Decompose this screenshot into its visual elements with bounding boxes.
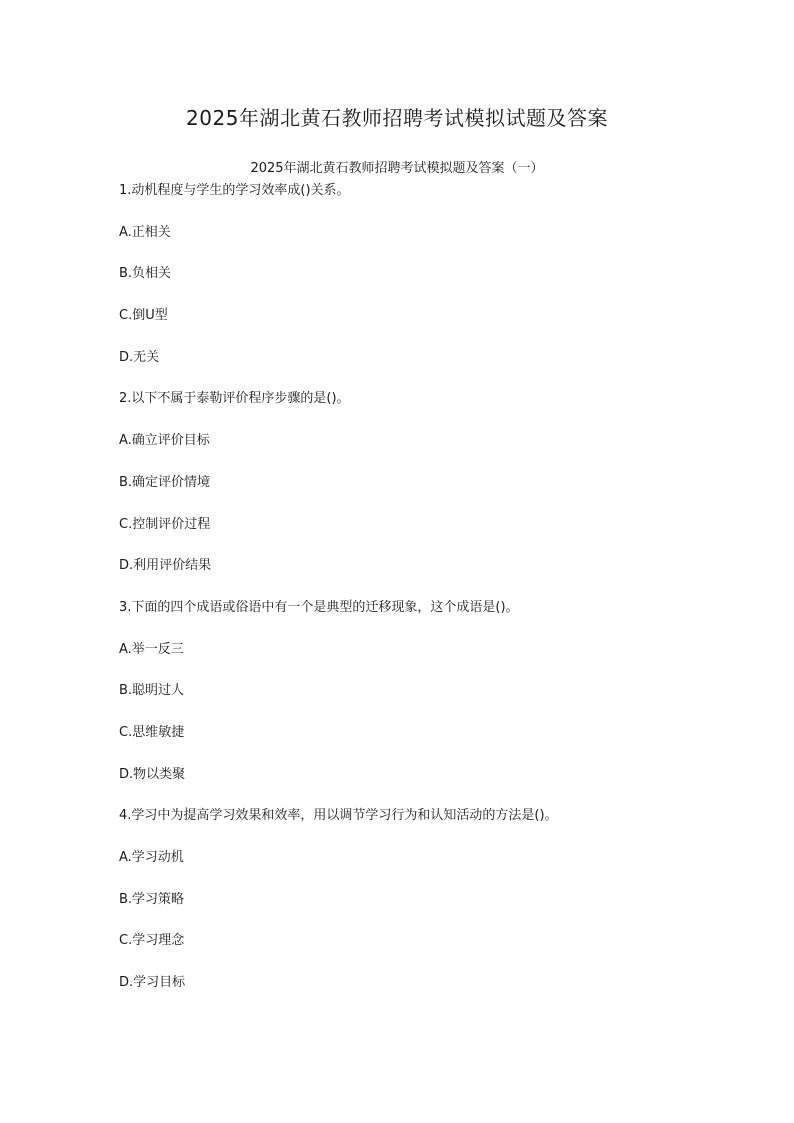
question-4-option-a: A.学习动机 [119,850,184,865]
question-1-option-a: A.正相关 [119,224,171,240]
question-1-option-d: D.无关 [119,349,160,365]
question-4: 4.学习中为提高学习效果和效率，用以调节学习行为和认知活动的方法是()。 [119,808,558,824]
question-4-option-c: C.学习理念 [119,933,185,949]
question-1-option-b: B.负相关 [119,266,172,282]
question-3-option-d: D.物以类聚 [119,766,186,782]
document-title: 2025年湖北黄石教师招聘考试模拟试题及答案 [186,106,608,130]
question-2-option-b: B.确定评价情境 [119,474,211,490]
question-4-option-d: D.学习目标 [119,975,186,991]
document-subtitle: 2025年湖北黄石教师招聘考试模拟题及答案（一） [250,161,544,176]
question-4-option-b: B.学习策略 [119,891,185,907]
question-1: 1.动机程度与学生的学习效率成()关系。 [119,183,350,198]
question-2-option-a: A.确立评价目标 [119,433,210,449]
question-2-option-c: C.控制评价过程 [119,516,211,532]
question-list [119,181,719,1015]
question-2-option-d: D.利用评价结果 [119,558,212,574]
question-3-option-a: A.举一反三 [119,641,184,657]
question-3-option-b: B.聪明过人 [119,683,185,699]
question-3: 3.下面的四个成语或俗语中有一个是典型的迁移现象，这个成语是()。 [119,599,519,615]
question-1-option-c: C.倒U型 [119,308,168,324]
question-3-option-c: C.思维敏捷 [119,724,185,740]
question-2: 2.以下不属于泰勒评价程序步骤的是()。 [119,391,350,407]
